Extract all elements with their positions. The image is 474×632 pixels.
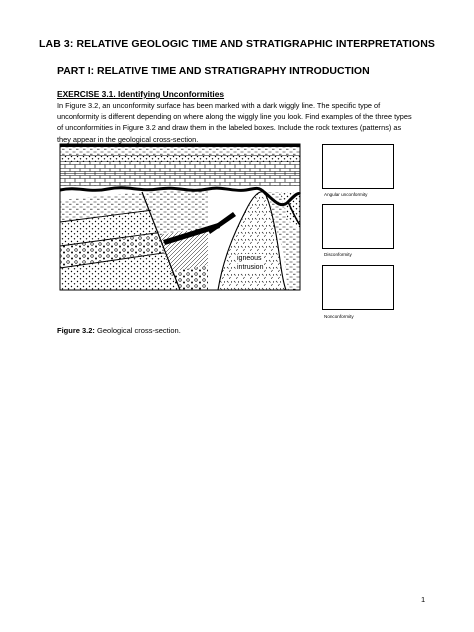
caption-text: Geological cross-section.	[94, 326, 181, 335]
lab-title: LAB 3: RELATIVE GEOLOGIC TIME AND STRATIGRAPHIC INTERPRETATIONS	[39, 38, 435, 50]
disconformity-label: Disconformity	[324, 252, 352, 257]
nonconformity-box[interactable]	[322, 265, 394, 310]
cross-section-drawing	[58, 140, 304, 296]
intrusion-label	[236, 254, 264, 272]
exercise-title: EXERCISE 3.1. Identifying Unconformities	[57, 89, 225, 99]
disconformity-box[interactable]	[322, 204, 394, 249]
angular-unconformity-label: Angular unconformity	[324, 192, 368, 197]
exercise-instructions: In Figure 3.2, an unconformity surface has been marked with a dark wiggly line. The specific type of unconformity is different depending on where along the wiggly line you look. Find examples of the three types of unconformities in Figure 3.2 and draw them in the labeled boxes. Include the rock textures (patterns) as they appear in the geological cross-section.	[57, 101, 412, 144]
page-number: 1	[421, 595, 426, 604]
caption-figure-number: Figure 3.2:	[57, 326, 95, 335]
angular-unconformity-box[interactable]	[322, 144, 394, 189]
figure-caption	[57, 326, 181, 335]
nonconformity-label: Nonconformity	[324, 314, 354, 319]
intrusion-label-line1: igneous	[237, 255, 262, 262]
geological-cross-section	[58, 140, 304, 301]
part-title: PART I: RELATIVE TIME AND STRATIGRAPHY INTRODUCTION	[57, 65, 370, 77]
intrusion-label-line2: intrusion	[237, 264, 264, 271]
